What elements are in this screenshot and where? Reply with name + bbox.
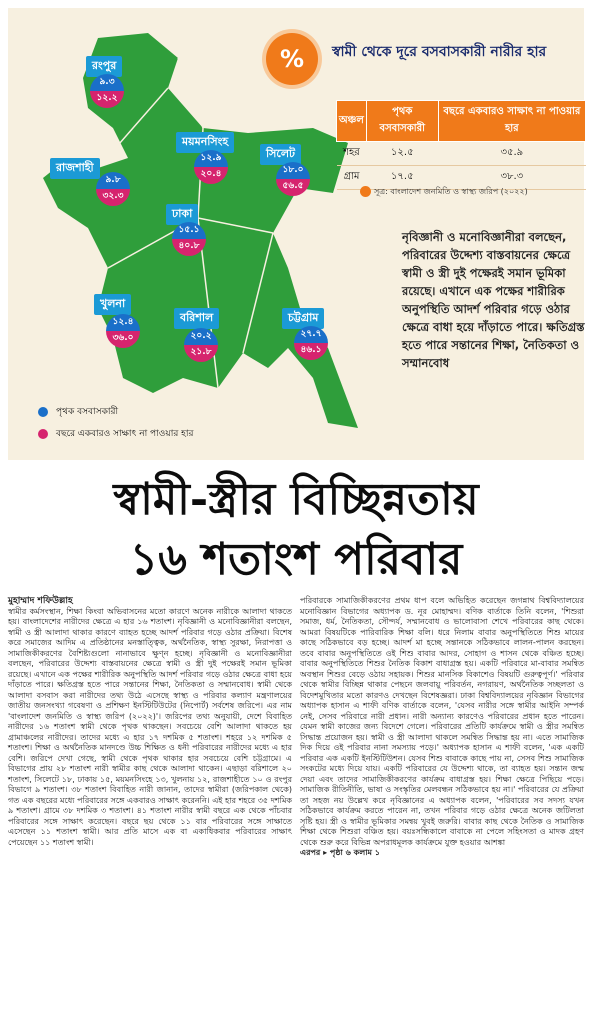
table-cell: ৩৮.৩ [438, 166, 585, 190]
region-values-khulna: ১২.৪ ৩৬.০ [106, 314, 140, 348]
table-header-row [337, 101, 586, 142]
article-text: পরিবারকে সামাজিকীকরণের প্রথম ধাপ বলে অভিহিত করেছেন জগন্নাথ বিশ্ববিদ্যালয়ের মনোবিজ্ঞান বিভাগের অধ্যাপক ড. নূর মোহাম্মদ। বণিক বার্তাকে তিনি বলেন, 'শিশুরা সমাজ, ধর্ম, নৈতিকতা, সৌন্দর্য, সম্মানবোধ ও ভালোবাসা শেখে পরিবারের কাছ থেকে। আমরা বিষয়টিকে পারিবারিক শিক্ষা বলি। ধরে নিলাম বাবার অনুপস্থিতিতে শিশু মায়ের কাছে সঠিকভাবে বড় হচ্ছে। আদর্শ মা হচ্ছে সন্তানকে সঠিকভাবে লালন-পালন করছেন। তবে বাবার অনুপস্থিতিতে ওই শিশু বাবার আদর, সোহাগ ও শাসন থেকে বঞ্চিত হচ্ছে। বাবার অনুপস্থিতিতে শিশুর নৈতিক বিকাশ বাধাগ্রস্ত হয়। একটি পরিবারে মা-বাবার সমন্বিত অবস্থান শিশুর বেড়ে ওঠায় সহায়ক। শিশুর মানসিক বিকাশেও বিষয়টি গুরুত্বপূর্ণ।' পরিবার থেকে স্বামীর বিচ্ছিন্ন থাকার পেছনে জলবায়ু পরিবর্তন, নগরায়ণ, অর্থনৈতিক সচ্ছলতা ও বিদেশমুখিতার মতো কারণও দেখছেন বিশেষজ্ঞরা। ঢাকা বিশ্ববিদ্যালয়ের নৃবিজ্ঞান বিভাগের অধ্যাপক হাসান এ শাফী বণিক বার্তাকে বলেন, 'যেসব নারীর সঙ্গে স্বামীর আইনি সম্পর্ক নেই, সেসব পরিবারে নারী প্রধান। নারী অন্যান্য কারণেও পরিবারের প্রধান হতে পারেন। যেমন স্বামী কাজের জন্য বিদেশে গেলে। পরিবারের প্রতিটি কার্যক্রমে স্বামী ও স্ত্রীর সমন্বিত সিদ্ধান্ত প্রয়োজন হয়। স্বামী ও স্ত্রী আলাদা থাকলে সমন্বিত সিদ্ধান্ত হয় না। এতে সামাজিক দিক দিয়ে ওই পরিবার নানা সমস্যায় পড়ে।' অধ্যাপক হাসান এ শাফী বলেন, 'এক একটি পরিবার এক একটি ইনস্টিটিউশন। যেসব শিশু বাবাকে কাছে পায় না, সেসব শিশু সামাজিক সংকটের মধ্যে দিয়ে যায়। একটি পরিবারের যে উদ্দেশ্য থাকে, তা ব্যাহত হয়। সন্তান জন্ম দেয়া এবং তাদের সামাজিকীকরণের কার্যক্রম বাধাগ্রস্ত হয়। শিক্ষা ক্ষেত্রে পিছিয়ে পড়ে। সামাজিক রীতিনীতি, ভাষা ও সংস্কৃতির মেলবন্ধন সঠিকভাবে হয় না।' পরিবারের যে প্রক্রিয়া তা সহজ নয় উল্লেখ করে নৃবিজ্ঞানের এ অধ্যাপক বলেন, 'পরিবারের সব সদস্য যখন সঠিকভাবে কার্যক্রম করতে পারেন না, তখন পরিবার গড়ে ওঠার ক্ষেত্রে অনেক জটিলতা সৃষ্টি হয়। স্ত্রী ও স্বামীর ভূমিকার সমন্বয় খুবই জরুরি। বাবার কাছ থেকে নৈতিক ও সামাজিক শিক্ষা থেকে শিশুরা বঞ্চিত হয়। বয়ঃসন্ধিকালে বাবাকে না পেলে সহিংসতা ও মাদক গ্রহণ থেকে শুরু করে বিভিন্ন অপরাধমূলক কার্যক্রমে যুক্ত হওয়ার আশঙ্কা [300, 596, 584, 847]
region-label-sylhet: সিলেট [260, 144, 301, 165]
region-label-barishal: বরিশাল [174, 308, 219, 329]
headline [8, 470, 584, 590]
legend-label: পৃথক বসবাসকারী [56, 407, 119, 417]
table-header-cell: অঞ্চল [337, 101, 367, 142]
blue-dot-icon [38, 407, 48, 417]
byline: মুহাম্মাদ শফিউল্লাহ [8, 596, 73, 606]
region-label-dhaka: ঢাকা [166, 204, 198, 225]
legend-item-separate [38, 404, 118, 419]
headline-line: ১৬ শতাংশ পরিবার [129, 534, 463, 585]
table-row [337, 142, 586, 166]
region-values-sylhet: ১৮.০ ৫৬.৫ [276, 162, 310, 196]
percent-icon: % [266, 33, 318, 85]
region-label-mymensingh: ময়মনসিংহ [176, 132, 234, 153]
table-cell: গ্রাম [337, 166, 367, 190]
article-column-1 [8, 596, 292, 848]
table-cell: ১২.৫ [366, 142, 438, 166]
side-quote: নৃবিজ্ঞানী ও মনোবিজ্ঞানীরা বলছেন, পরিবারের উদ্দেশ্য বাস্তবায়নের ক্ষেত্রে স্বামী ও স্ত্রী দুই পক্ষেরই সমান ভূমিকা রয়েছে। এখানে এক পক্ষের শারীরিক অনুপস্থিতি আদর্শ পরিবার গড়ে ওঠার ক্ষেত্রে বাধা হয়ে দাঁড়াতে পারে। ক্ষতিগ্রস্ত হতে পারে সন্তানের শিক্ষা, নৈতিকতা ও সম্মানবোধ [402, 230, 585, 370]
source-icon [360, 186, 371, 197]
region-label-rajshahi: রাজশাহী [50, 158, 100, 179]
region-values-barishal: ২০.২ ২১.৮ [184, 328, 218, 362]
table-cell: ৩৫.৯ [438, 142, 585, 166]
source-note: সূত্র: বাংলাদেশ জনমিতি ও স্বাস্থ্য জরিপ (২০২২) [374, 187, 528, 196]
legend-item-no-meeting [38, 426, 193, 441]
region-values-chattogram: ২৭.৭ ৪৬.১ [294, 326, 328, 360]
headline-line: স্বামী-স্ত্রীর বিচ্ছিন্নতায় [113, 474, 479, 525]
region-values-rajshahi: ৯.৮ ৩২.৩ [96, 172, 130, 206]
legend-label: বছরে একবারও সাক্ষাৎ না পাওয়ার হার [56, 429, 194, 439]
infographic-panel [8, 8, 584, 460]
continued-note: এরপর ▸ পৃষ্ঠা ৬ কলাম ১ [300, 848, 380, 857]
pink-dot-icon [38, 429, 48, 439]
table-cell: শহর [337, 142, 367, 166]
region-label-khulna: খুলনা [94, 294, 131, 315]
stats-table [336, 100, 586, 190]
table-cell: ১৭.৫ [366, 166, 438, 190]
table-header-cell: বছরে একবারও সাক্ষাৎ না পাওয়ার হার [438, 101, 585, 142]
infographic-title: স্বামী থেকে দূরে বসবাসকারী নারীর হার [332, 44, 547, 60]
region-values-mymensingh: ১২.৯ ২০.৪ [194, 150, 228, 184]
region-values-dhaka: ১৫.১ ৪০.৮ [172, 222, 206, 256]
article-column-2 [300, 596, 584, 859]
article-text: স্বামীর কর্মসংস্থান, শিক্ষা কিংবা অভিবাসনের মতো কারণে অনেক নারীকে আলাদা থাকতে হয়। বাংলাদেশের নারীদের ক্ষেত্রে এ হার ১৬ শতাংশ। নৃবিজ্ঞানী ও মনোবিজ্ঞানীরা বলছেন, স্বামী ও স্ত্রী আলাদা থাকার কারণে ব্যাহত হচ্ছে আদর্শ পরিবার গড়ে ওঠার প্রক্রিয়া। বিশেষ করে সমাজের আদিম এ প্রতিষ্ঠানের মনস্তাত্ত্বিক, অর্থনৈতিক, স্বাস্থ্য সুরক্ষা, নিরাপত্তা ও সামাজিকীকরণের বৈশিষ্ট্যগুলো নানাভাবে ক্ষুণ্ন হচ্ছে। নৃবিজ্ঞানী ও মনোবিজ্ঞানীরা বলছেন, পরিবারের উদ্দেশ্য বাস্তবায়নের ক্ষেত্রে স্বামী ও স্ত্রী দুই পক্ষেরই সমান ভূমিকা রয়েছে। এখানে এক পক্ষের শারীরিক অনুপস্থিতি আদর্শ পরিবার গড়ে ওঠার ক্ষেত্রে বাধা হয়ে দাঁড়াতে পারে। ক্ষতিগ্রস্ত হতে পারে সন্তানের শিক্ষা, নৈতিকতা ও সম্মানবোধ। স্বামী থেকে আলাদা বসবাস করা নারীদের তথ্য উঠে এসেছে স্বাস্থ্য ও পরিবার কল্যাণ মন্ত্রণালয়ের জাতীয় জনসংখ্যা গবেষণা ও প্রশিক্ষণ ইনস্টিটিউটের (নিপোর্ট) সর্বশেষ জরিপে। এর নাম 'বাংলাদেশ জনমিতি ও স্বাস্থ্য জরিপ (২০২২)'। জরিপের তথ্য অনুযায়ী, দেশে বিবাহিত নারীদের ১৬ শতাংশ স্বামী থেকে পৃথক থাকছেন। সবচেয়ে বেশি আলাদা থাকতে হয় গ্রামাঞ্চলের নারীদের। তাদের মধ্যে এ হার ১৭ দশমিক ৫ শতাংশ। শহরে ১২ দশমিক ৫ শতাংশ। শিক্ষা ও অর্থনৈতিক মানদণ্ডে উচ্চ শিক্ষিত ও ধনী পরিবারের নারীদের মধ্যে এ হার বেশি। জরিপে দেখা গেছে, স্বামী থেকে পৃথক থাকার হার সবচেয়ে বেশি চট্টগ্রামে। এ বিভাগের প্রায় ২৮ শতাংশ নারী স্বামীর কাছ থেকে আলাদা থাকেন। এছাড়া বরিশালে ২০ শতাংশ, সিলেটে ১৮, ঢাকায় ১৫, ময়মনসিংহে ১৩, খুলনায় ১২, রাজশাহীতে ১০ ও রংপুর বিভাগে ৯ শতাংশ। ৩৮ শতাংশ বিবাহিত নারী জানান, তাদের স্বামীরা (জরিপকাল থেকে) গত এক বছরের মধ্যে পরিবারের সঙ্গে একবারও সাক্ষাৎ করেননি। এই হার শহরে ৩৫ দশমিক ৯ শতাংশ। গ্রামে ৩৮ দশমিক ৩ শতাংশ। ৪১ শতাংশ নারীর স্বামী বছরে এক থেকে পাঁচবার পরিবারের সঙ্গে সাক্ষাৎ করেছেন। বছরে ছয় থেকে ১১ বার পরিবারের সঙ্গে সাক্ষাতে এসেছেন ১১ শতাংশ স্বামী। আর প্রতি মাসে এক বা একাধিকবার পরিবারের সাক্ষাৎ পেয়েছেন ১১ শতাংশ স্বামী। [8, 606, 292, 847]
region-label-chattogram: চট্টগ্রাম [282, 308, 324, 329]
region-label-rangpur: রংপুর [86, 56, 122, 77]
table-header-cell: পৃথক বসবাসকারী [366, 101, 438, 142]
region-values-rangpur: ৯.৩ ১২.২ [90, 74, 124, 108]
